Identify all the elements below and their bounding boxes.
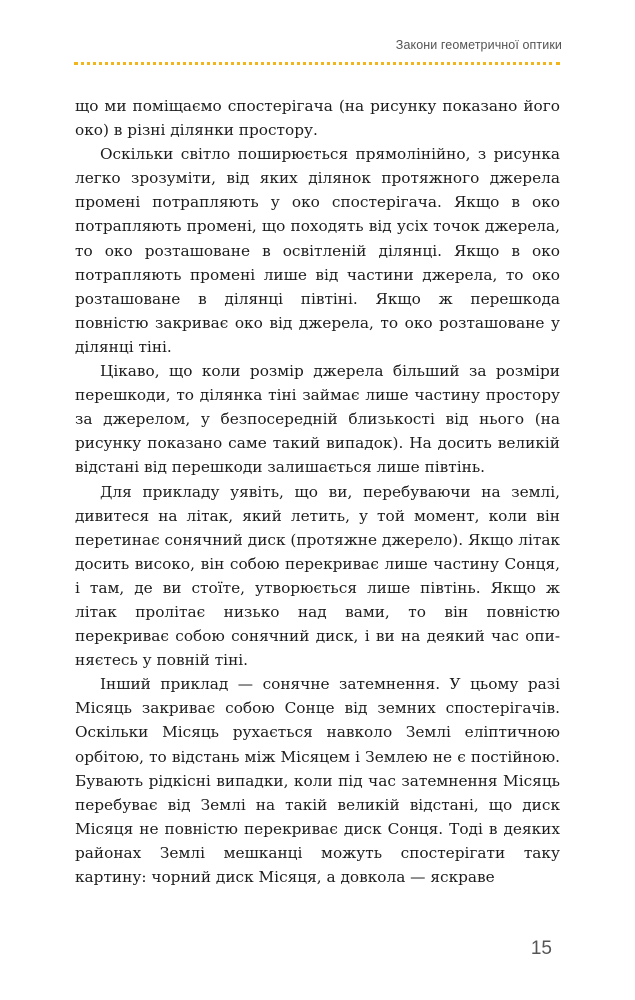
- body-text: [75, 94, 560, 889]
- page-number: 15: [530, 938, 552, 959]
- running-header: Закони геометричної оптики: [395, 38, 562, 52]
- paragraph: що ми поміщаємо спостерігача (на рисунку показано його око) в різні ділянки простору.: [75, 97, 560, 140]
- header-divider: [74, 62, 560, 65]
- paragraph: Інший приклад — сонячне затемнення. У цьому разі Місяць закриває собою Сонце від земних спостерігачів. Оскільки Місяць рухається навколо Землі еліптичною орбітою, то відстань між Місяцем і Землею не є постійною. Бувають рідкісні випадки, коли під час затемнення Місяць перебуває від Землі на такій великій відстані, що диск Місяця не повністю перекриває диск Сонця. Тоді в деяких районах Землі мешканці можуть спостерігати таку картину: чорний диск Місяця, а довкола — яскраве: [75, 675, 560, 886]
- paragraph: Для прикладу уявіть, що ви, перебуваючи на землі, дивитеся на літак, який летить, у той момент, коли він перетинає сонячний диск (протяжне джерело). Якщо літак досить високо, він собою перекриває лише частину Сонця, і там, де ви стоїте, утворюється лише півтінь. Якщо ж літак пролітає низько над вами, то він повністю перекриває собою сонячний диск, і ви на деякий час опиняєтесь у повній тіні.: [75, 482, 560, 670]
- paragraph: Оскільки світло поширюється прямолінійно, з рисунка легко зрозуміти, від яких ділянок протяжного джерела промені потрапляють у око спостерігача. Якщо в око потрапляють промені, що походять від усіх точок джерела, то око розташоване в освітленій ділянці. Якщо в око потрапляють промені лише від частини джерела, то око розташоване в ділянці півтіні. Якщо ж перешкода повністю закриває око від джерела, то око розташоване у ділянці тіні.: [75, 145, 560, 356]
- paragraph: Цікаво, що коли розмір джерела більший за розміри перешкоди, то ділянка тіні займає лише частину простору за джерелом, у безпосередній близькості від нього (на рисунку показано саме такий випадок). На досить великій відстані від перешкоди залишається лише півтінь.: [75, 362, 560, 477]
